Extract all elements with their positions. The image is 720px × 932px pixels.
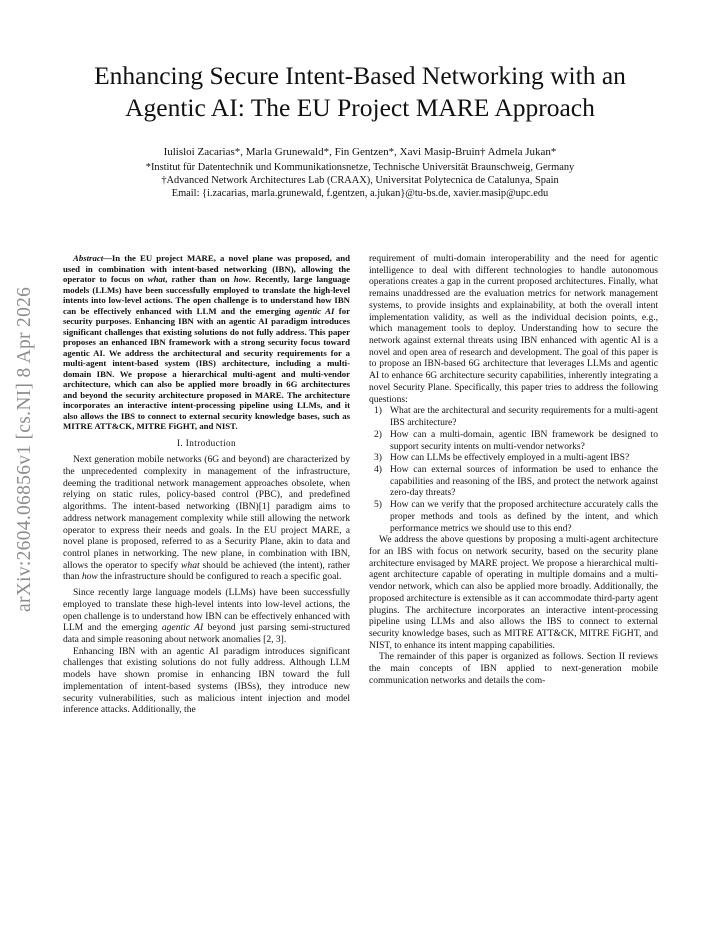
abstract: Abstract—In the EU project MARE, a novel plane was proposed, and used in combination with intent-based networking (IBN), allowing the operator to focus on what, rather than on how. Recently, large language models (LLMs) have been successfully employed to translate the high-level intents into low-level actions. The open challenge is to understand how IBN can be effectively enhanced with LLM and the emerging agentic AI for security purposes. Enhancing IBN with an agentic AI paradigm introduces significant challenges that existing solutions do not fully address. This paper proposes an enhanced IBN framework with a strong security focus toward agentic AI. We address the architectural and security requirements for a multi-agent intent-based system (IBS) architecture, including a multi-domain IBN. We propose a hierarchical multi-agent and multi-vendor architecture, which can also be applied more broadly in 6G architectures and beyond the security architecture proposed in MARE. The architecture incorporates an interactive intent-processing pipeline using LLMs, and it also allows the IBS to connect to external security knowledge bases, such as MITRE ATT&CK, MITRE FiGHT, and NIST.	[63, 253, 350, 431]
author-block	[40, 146, 680, 200]
author-names: Iulisloi Zacarias*, Marla Grunewald*, Fin Gentzen*, Xavi Masip-Bruin† Admela Jukan*	[163, 146, 557, 158]
author-emails: Email: {i.zacarias, marla.grunewald, f.gentzen, a.jukan}@tu-bs.de, xavier.masip@upc.edu	[171, 188, 549, 199]
intro-paragraph-6: The remainder of this paper is organized as follows. Section II reviews the main concepts of IBN applied to next-generation mobile communication networks and details the com-	[369, 651, 658, 686]
left-column	[63, 253, 350, 716]
intro-paragraph-2: Since recently large language models (LLMs) have been successfully employed to translate these high-level intents into low-level actions, the open challenge is to understand how IBN can be effectively enhanced with LLM and the emerging agentic AI beyond just parsing semi-structured data and simple reasoning about network anomalies [2, 3].	[63, 587, 351, 645]
research-questions-list	[369, 405, 658, 534]
list-item: 5) How can we verify that the proposed architecture accurately calls the proper methods and tools as defined by the intent, and which performance metrics we should use to this end?	[374, 499, 658, 534]
arxiv-identifier: arXiv:2604.06856v1 [cs.NI] 8 Apr 2026	[14, 286, 35, 612]
list-item: 2) How can a multi-domain, agentic IBN framework be designed to support security intents on multi-vendor networks?	[374, 428, 658, 452]
title-line-1: Enhancing Secure Intent-Based Networking with an	[94, 61, 626, 90]
paper-title	[40, 60, 680, 124]
title-line-2: Agentic AI: The EU Project MARE Approach	[125, 93, 595, 122]
intro-paragraph-4: requirement of multi-domain interoperability and the need for agentic intelligence to deal with different technologies to handle autonomous operations creates a gap in the current proposed architectures. Finally, what remains unaddressed are the evaluation metrics for network management systems, to provide insights and explainability, at both the overall intent implementation validity, as well as the individual decision points, e.g., which management tools to deploy. Understanding how to secure the network against external threats using IBN enhanced with agentic AI is a novel and open area of research and development. The goal of this paper is to propose an IBN-based 6G architecture that leverages LLMs and agentic AI to enhance 6G architecture security capabilities, inherently integrating a novel Security Plane. Specifically, this paper tries to address the following questions:	[369, 253, 658, 405]
list-item: 4) How can external sources of information be used to enhance the capabilities and reasoning of the IBS, and protect the network against zero-day threats?	[374, 463, 658, 499]
list-item: 3) How can LLMs be effectively employed in a multi-agent IBS?	[374, 452, 630, 464]
intro-paragraph-3: Enhancing IBN with an agentic AI paradigm introduces significant challenges that existing solutions do not fully address. Although LLM models have shown promise in enhancing IBN toward the full implementation of intent-based systems (IBSs), they introduce new security vulnerabilities, such as malicious intent injection and model inference attacks. Additionally, the	[63, 645, 350, 716]
intro-paragraph-1: Next generation mobile networks (6G and beyond) are characterized by the unprecedented complexity in management of the infrastructure, deeming the traditional network management approaches obsolete, when relying on static rules, policy-based control (PBC), and predefined algorithms. The intent-based networking (IBN)[1] paradigm aims to address network management complexity while still allowing the network operator to express their needs and goals. In the EU project MARE, a novel plane is proposed, referred to as a Security Plane, akin to data and control planes in networking. The new plane, in combination with IBN, allows the operator to specify what should be achieved (the intent), rather than how the infrastructure should be configured to reach a specific goal.	[63, 454, 351, 583]
right-column	[369, 253, 658, 687]
affiliation-1: *Institut für Datentechnik und Kommunikationsnetze, Technische Universität Braunschweig, Germany	[145, 162, 575, 173]
affiliation-2: †Advanced Network Architectures Lab (CRAAX), Universitat Polytecnica de Catalunya, Spain	[161, 175, 559, 186]
abstract-label: Abstract	[73, 253, 104, 263]
intro-paragraph-5: We address the above questions by proposing a multi-agent architecture for an IBS with focus on network security, based on the security plane architecture envisaged by MARE project. We propose a hierarchical multi-agent architecture capable of operating in multiple domains and a multi-vendor network, which can also be applied more broadly. Additionally, the proposed architecture is extensible as it can accommodate third-party agent plugins. The architecture incorporates an interactive intent-processing pipeline using LLMs and also allows the IBS to connect to external security knowledge bases, such as MITRE ATT&CK, MITRE FiGHT, and NIST, to enhance its intent mapping capabilities.	[369, 534, 658, 651]
list-item: 1) What are the architectural and security requirements for a multi-agent IBS architecture?	[374, 405, 658, 429]
section-heading-introduction: I. Introduction	[176, 437, 237, 448]
